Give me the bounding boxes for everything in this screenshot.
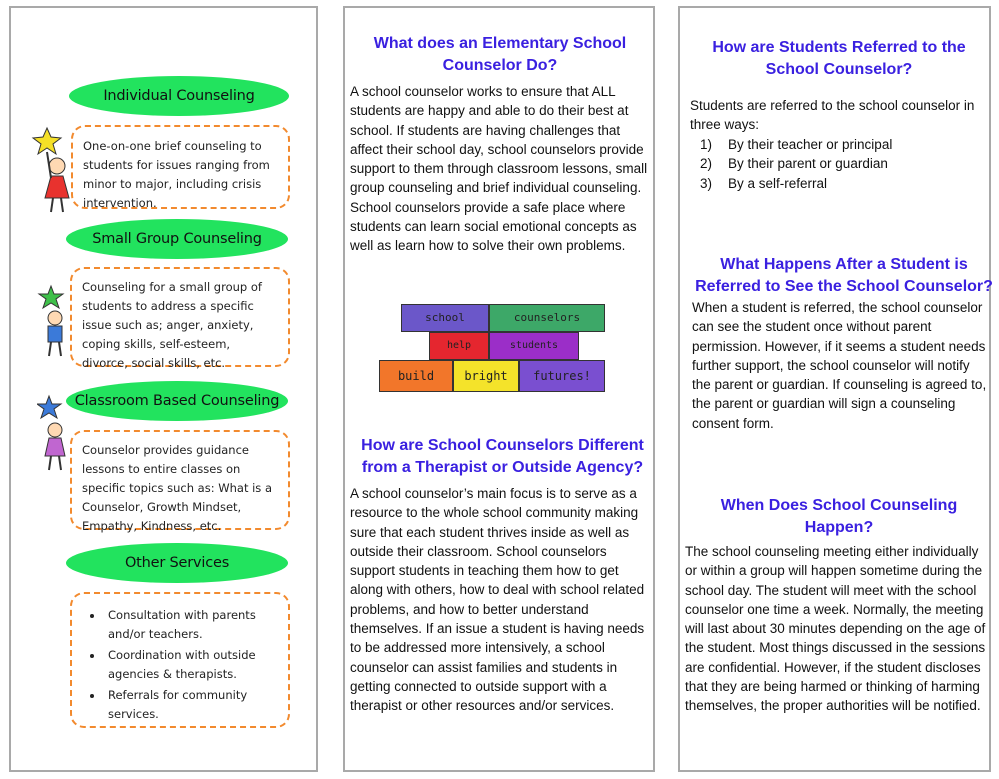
- kid-star-figure: [37, 284, 71, 360]
- section-title-classroom: Classroom Based Counseling: [66, 381, 288, 421]
- block-bright: bright: [453, 360, 519, 392]
- middle-panel: [343, 6, 655, 772]
- section-title-individual: Individual Counseling: [69, 76, 289, 116]
- other-services-box: [70, 592, 290, 728]
- heading-what-counselor-does: What does an Elementary School Counselor Do?: [373, 35, 627, 74]
- block-students: students: [489, 332, 579, 360]
- kid-star-figure: [31, 126, 75, 216]
- body-when-counseling: The school counseling meeting either individually or within a group will happen sometime during the school day. The student will meet with the school counselor one time a week. Normally, the meeting will last about 30 minutes depending on the age of the student. Most things discussed in the sessions are confidential. However, if the student discloses that they are being harmed or thinking of harming themselves, the proper authorities will be notified.: [685, 544, 986, 714]
- heading-when-counseling: When Does School Counseling Happen?: [720, 497, 958, 536]
- heading-counselors-different: How are School Counselors Different from a Therapist or Outside Agency?: [361, 437, 644, 476]
- individual-description-box: [71, 125, 290, 209]
- left-panel: [9, 6, 318, 772]
- list-item: • Referrals for community services.: [104, 686, 278, 724]
- individual-description: One-on-one brief counseling to students for issues ranging from minor to major, including crisis intervention.: [83, 139, 270, 210]
- other-services-list: [82, 606, 278, 724]
- list-item: • Consultation with parents and/or teachers.: [104, 606, 278, 644]
- classroom-description: Counselor provides guidance lessons to entire classes on specific topics such as: What is a Counselor, Growth Mindset, Empathy, Kindness, etc.: [82, 443, 272, 533]
- block-build: build: [379, 360, 453, 392]
- right-panel: [678, 6, 991, 772]
- section-title-small-group: Small Group Counseling: [66, 219, 288, 259]
- list-item: 2) By their parent or guardian: [700, 156, 888, 172]
- body-counselors-different: A school counselor’s main focus is to serve as a resource to the whole school community making sure that each student thrives inside as well as outside their classroom. School counselors support students in teaching them how to get along with others, how to deal with school related problems, and how to better understand themselves. If an issue a student is having needs to be addressed more intensively, a school counselor can assist families and students in getting connected to outside support with a therapist or other resources and/or services.: [350, 486, 645, 714]
- list-item: • Coordination with outside agencies & therapists.: [104, 646, 278, 684]
- block-counselors: counselors: [489, 304, 605, 332]
- block-help: help: [429, 332, 489, 360]
- kid-star-figure: [37, 394, 71, 474]
- referral-ways-list: [690, 135, 980, 193]
- heading-how-referred: How are Students Referred to the School Counselor?: [712, 39, 966, 78]
- body-what-counselor-does: A school counselor works to ensure that ALL students are happy and able to do their best at school. If students are having challenges that affect their school day, school counselors provide support to them through classroom lessons, small group counseling and brief individual counseling. School counselors provide a safe place where students can learn social emotional concepts as well as learn how to solve their own problems.: [350, 84, 648, 254]
- section-title-other-services: Other Services: [66, 543, 288, 583]
- referral-intro: Students are referred to the school counselor in three ways:: [690, 98, 975, 133]
- classroom-description-box: [70, 430, 290, 533]
- block-school: school: [401, 304, 489, 332]
- list-item: 1) By their teacher or principal: [700, 137, 893, 152]
- list-item: 3) By a self-referral: [700, 175, 828, 191]
- block-futures: futures!: [519, 360, 605, 392]
- small-group-description: Counseling for a small group of students to address a specific issue such as; anger, anxiety, coping skills, self-esteem, divorce, social skills, etc.: [82, 280, 262, 370]
- small-group-description-box: [70, 267, 290, 370]
- heading-after-referred: What Happens After a Student is Referred to See the School Counselor?: [695, 256, 993, 295]
- lego-blocks-image: [357, 290, 645, 402]
- body-after-referred: When a student is referred, the school counselor can see the student once without parent permission. However, if it seems a student needs further support, the school counselor will notify the parent or guardian. If counseling is agreed to, the parent or guardian will sign a counseling consent form.: [692, 300, 987, 431]
